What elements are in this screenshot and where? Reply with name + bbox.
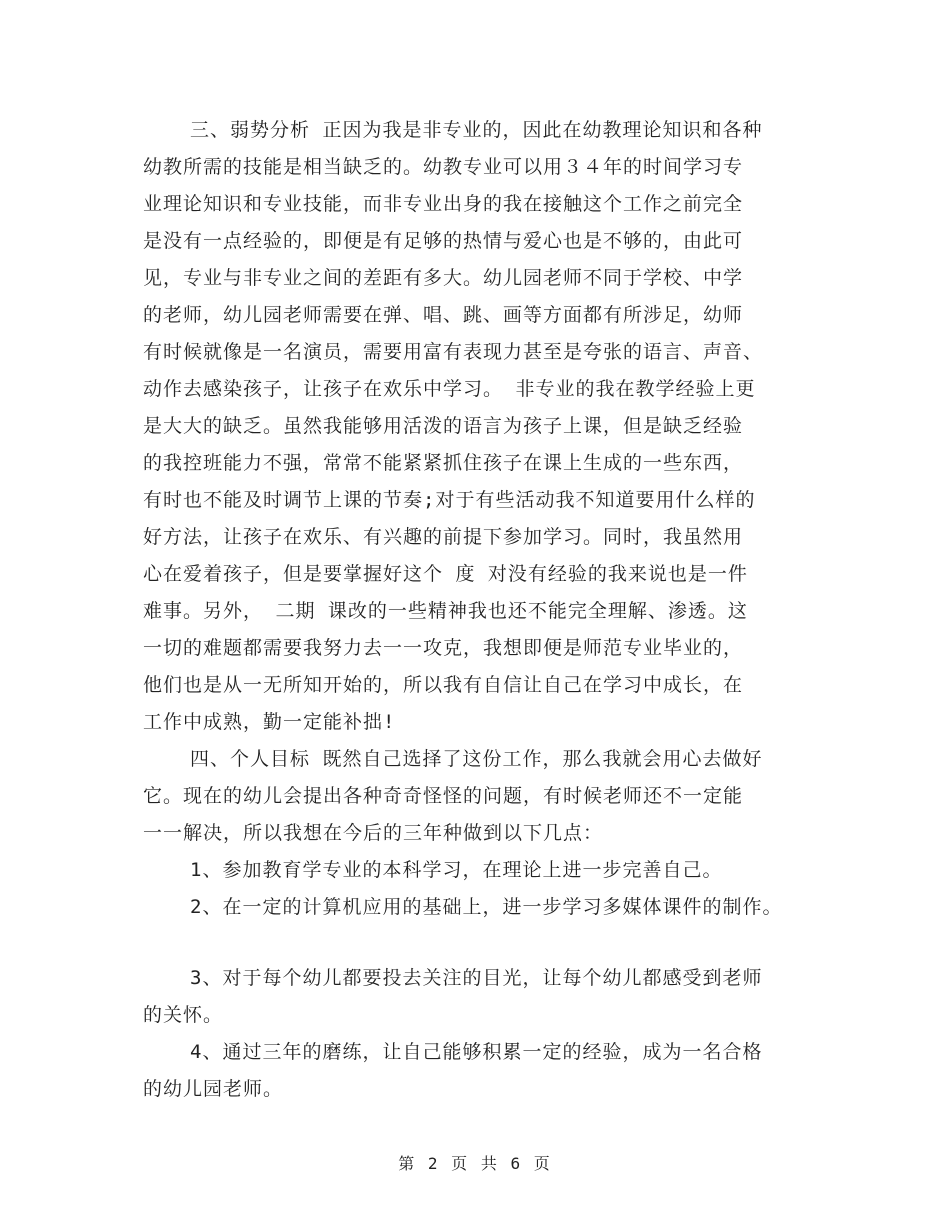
list-item: 4、通过三年的磨练，让自己能够积累一定的经验，成为一名合格: [190, 1041, 763, 1063]
text-line: 的老师，幼儿园老师需要在弹、唱、跳、画等方面都有所涉足，幼师: [143, 304, 744, 326]
text-line: 有时也不能及时调节上课的节奏;对于有些活动我不知道要用什么样的: [143, 489, 756, 511]
text-line: 幼教所需的技能是相当缺乏的。幼教专业可以用３４年的时间学习专: [143, 156, 744, 178]
text-line: 工作中成熟，勤一定能补拙!: [143, 711, 396, 733]
list-item: 2、在一定的计算机应用的基础上，进一步学习多媒体课件的制作。: [190, 896, 783, 918]
text-line: 它。现在的幼儿会提出各种奇奇怪怪的问题，有时候老师还不一定能: [143, 785, 744, 807]
text-line: 好方法，让孩子在欢乐、有兴趣的前提下参加学习。同时，我虽然用: [143, 526, 744, 548]
list-item: 1、参加教育学专业的本科学习，在理论上进一步完善自己。: [190, 859, 723, 881]
text-line: 的幼儿园老师。: [143, 1078, 284, 1100]
text-line: 的我控班能力不强，常常不能紧紧抓住孩子在课上生成的一些东西，: [143, 452, 744, 474]
text-line: 他们也是从一无所知开始的，所以我有自信让自己在学习中成长，在: [143, 674, 744, 696]
text-line: 业理论知识和专业技能，而非专业出身的我在接触这个工作之前完全: [143, 193, 744, 215]
text-line: 有时候就像是一名演员，需要用富有表现力甚至是夸张的语言、声音、: [143, 341, 764, 363]
text-line: 是没有一点经验的，即便是有足够的热情与爱心也是不够的，由此可: [143, 230, 744, 252]
text-line: 的关怀。: [143, 1004, 224, 1026]
text-line: 一一解决，所以我想在今后的三年种做到以下几点：: [143, 822, 604, 844]
text-line: 难事。另外， 二期 课改的一些精神我也还不能完全理解、渗透。这: [143, 600, 748, 622]
text-line: 动作去感染孩子，让孩子在欢乐中学习。 非专业的我在教学经验上更: [143, 378, 756, 400]
text-line: 心在爱着孩子，但是要掌握好这个 度 对没有经验的我来说也是一件: [143, 563, 748, 585]
page-footer: 第 2 页 共 6 页: [398, 1154, 552, 1173]
text-line: 见，专业与非专业之间的差距有多大。幼儿园老师不同于学校、中学: [143, 267, 744, 289]
text-line: 三、弱势分析 正因为我是非专业的，因此在幼教理论知识和各种: [190, 119, 763, 141]
list-item: 3、对于每个幼儿都要投去关注的目光，让每个幼儿都感受到老师: [190, 967, 763, 989]
text-line: 四、个人目标 既然自己选择了这份工作，那么我就会用心去做好: [190, 748, 763, 770]
text-line: 一切的难题都需要我努力去一一攻克，我想即便是师范专业毕业的，: [143, 637, 744, 659]
text-line: 是大大的缺乏。虽然我能够用活泼的语言为孩子上课，但是缺乏经验: [143, 415, 744, 437]
